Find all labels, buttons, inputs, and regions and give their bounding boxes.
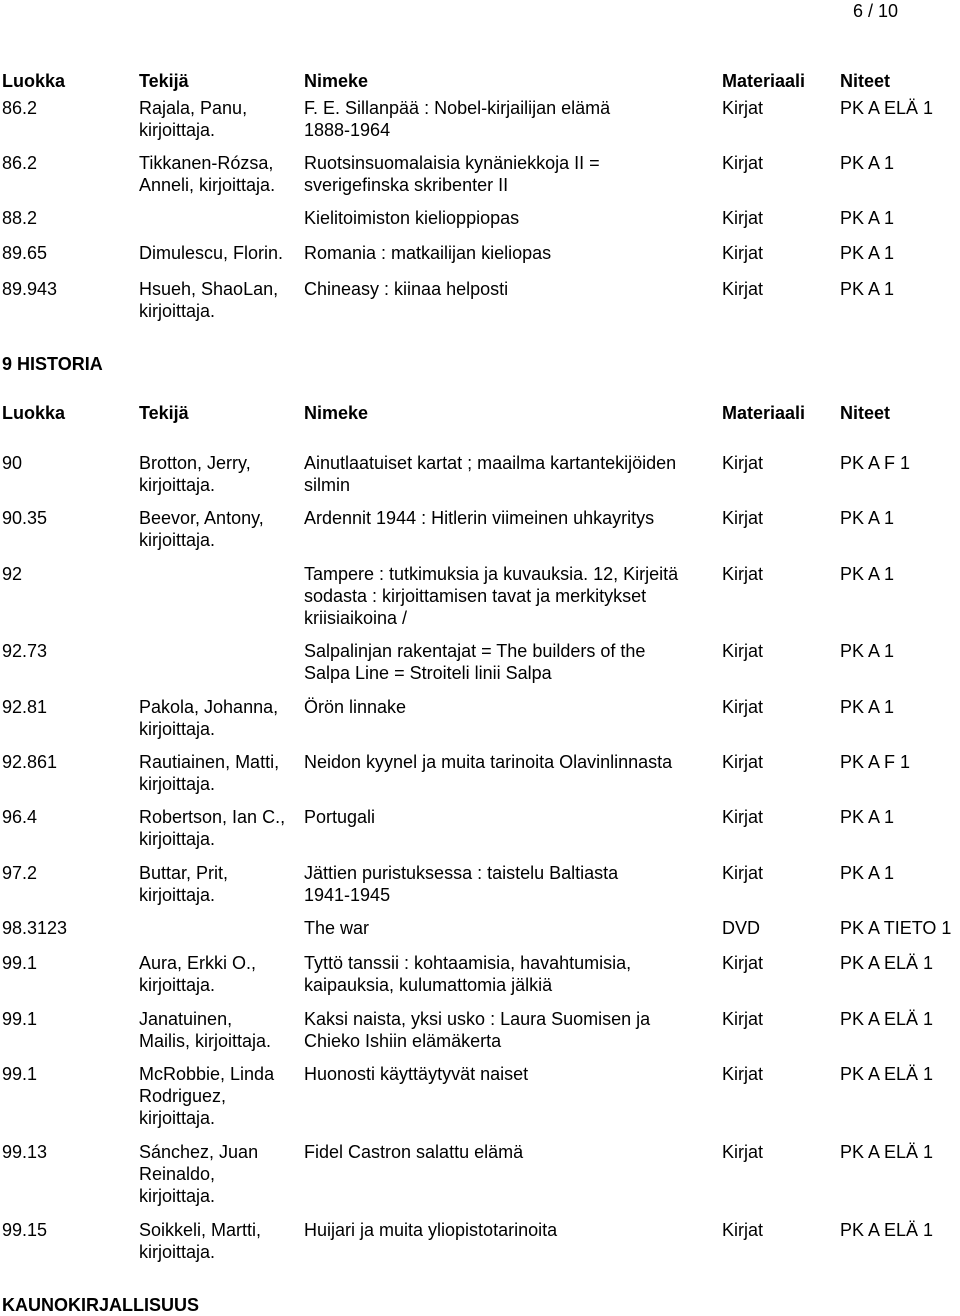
cell-tekija: Reinaldo,: [139, 1164, 216, 1184]
cell-materiaali: Kirjat: [722, 953, 764, 973]
cell-luokka: 89.65: [2, 243, 48, 263]
cell-tekija: Rajala, Panu,: [139, 98, 248, 118]
header-niteet: Niteet: [840, 403, 891, 423]
cell-tekija: Buttar, Prit,: [139, 863, 229, 883]
cell-tekija: kirjoittaja.: [139, 829, 216, 849]
cell-niteet: PK A ELÄ 1: [840, 1142, 934, 1162]
cell-tekija: Sánchez, Juan: [139, 1142, 259, 1162]
cell-niteet: PK A 1: [840, 697, 895, 717]
cell-nimeke: Chineasy : kiinaa helposti: [304, 279, 509, 299]
header-luokka: Luokka: [2, 403, 66, 423]
cell-nimeke: Jättien puristuksessa : taistelu Baltiasta: [304, 863, 619, 883]
cell-niteet: PK A 1: [840, 243, 895, 263]
cell-niteet: PK A ELÄ 1: [840, 1009, 934, 1029]
cell-materiaali: Kirjat: [722, 697, 764, 717]
section-title-kaunokirjallisuus: KAUNOKIRJALLISUUS: [2, 1295, 200, 1315]
cell-materiaali: Kirjat: [722, 1142, 764, 1162]
cell-luokka: 92.861: [2, 752, 58, 772]
cell-nimeke: Örön linnake: [304, 697, 407, 717]
cell-niteet: PK A 1: [840, 807, 895, 827]
cell-nimeke: Salpalinjan rakentajat = The builders of the: [304, 641, 646, 661]
cell-nimeke: Kaksi naista, yksi usko : Laura Suomisen ja: [304, 1009, 651, 1029]
header-tekija: Tekijä: [139, 403, 189, 423]
cell-materiaali: Kirjat: [722, 508, 764, 528]
cell-nimeke: Kielitoimiston kielioppiopas: [304, 208, 520, 228]
cell-niteet: PK A F 1: [840, 453, 911, 473]
cell-materiaali: Kirjat: [722, 807, 764, 827]
cell-niteet: PK A 1: [840, 863, 895, 883]
cell-materiaali: Kirjat: [722, 1220, 764, 1240]
cell-nimeke: sverigefinska skribenter II: [304, 175, 509, 195]
cell-nimeke: Tyttö tanssii : kohtaamisia, havahtumisia,: [304, 953, 632, 973]
cell-nimeke: Ruotsinsuomalaisia kynäniekkoja II =: [304, 153, 600, 173]
cell-tekija: Dimulescu, Florin.: [139, 243, 284, 263]
cell-niteet: PK A ELÄ 1: [840, 98, 934, 118]
cell-nimeke: Huijari ja muita yliopistotarinoita: [304, 1220, 558, 1240]
cell-nimeke: Fidel Castron salattu elämä: [304, 1142, 524, 1162]
cell-tekija: Rautiainen, Matti,: [139, 752, 280, 772]
header-luokka: Luokka: [2, 71, 66, 91]
cell-materiaali: Kirjat: [722, 1064, 764, 1084]
cell-luokka: 98.3123: [2, 918, 68, 938]
cell-luokka: 89.943: [2, 279, 58, 299]
cell-materiaali: Kirjat: [722, 564, 764, 584]
cell-materiaali: Kirjat: [722, 243, 764, 263]
cell-tekija: Robertson, Ian C.,: [139, 807, 286, 827]
cell-nimeke: Chieko Ishiin elämäkerta: [304, 1031, 502, 1051]
cell-tekija: Aura, Erkki O.,: [139, 953, 257, 973]
cell-tekija: Pakola, Johanna,: [139, 697, 279, 717]
cell-nimeke: Romania : matkailijan kieliopas: [304, 243, 552, 263]
cell-luokka: 88.2: [2, 208, 38, 228]
cell-nimeke: kaipauksia, kulumattomia jälkiä: [304, 975, 553, 995]
cell-tekija: kirjoittaja.: [139, 120, 216, 140]
header-niteet: Niteet: [840, 71, 891, 91]
cell-luokka: 97.2: [2, 863, 38, 883]
cell-luokka: 99.15: [2, 1220, 48, 1240]
cell-tekija: McRobbie, Linda: [139, 1064, 275, 1084]
cell-niteet: PK A 1: [840, 564, 895, 584]
cell-luokka: 86.2: [2, 98, 38, 118]
cell-tekija: Tikkanen-Rózsa,: [139, 153, 274, 173]
page-number: 6 / 10: [853, 1, 899, 21]
cell-tekija: kirjoittaja.: [139, 530, 216, 550]
cell-tekija: Rodriguez,: [139, 1086, 227, 1106]
cell-nimeke: Portugali: [304, 807, 376, 827]
cell-nimeke: Huonosti käyttäytyvät naiset: [304, 1064, 529, 1084]
cell-niteet: PK A ELÄ 1: [840, 953, 934, 973]
header-materiaali: Materiaali: [722, 403, 806, 423]
cell-niteet: PK A ELÄ 1: [840, 1220, 934, 1240]
cell-nimeke: Neidon kyynel ja muita tarinoita Olavinlinnasta: [304, 752, 673, 772]
cell-tekija: Hsueh, ShaoLan,: [139, 279, 279, 299]
cell-niteet: PK A 1: [840, 153, 895, 173]
cell-luokka: 90: [2, 453, 23, 473]
cell-tekija: Mailis, kirjoittaja.: [139, 1031, 272, 1051]
header-nimeke: Nimeke: [304, 403, 369, 423]
cell-luokka: 99.13: [2, 1142, 48, 1162]
header-tekija: Tekijä: [139, 71, 189, 91]
cell-materiaali: DVD: [722, 918, 761, 938]
cell-tekija: kirjoittaja.: [139, 1108, 216, 1128]
cell-nimeke: silmin: [304, 475, 351, 495]
cell-nimeke: kriisiaikoina /: [304, 608, 408, 628]
cell-tekija: kirjoittaja.: [139, 975, 216, 995]
cell-luokka: 96.4: [2, 807, 38, 827]
cell-nimeke: sodasta : kirjoittamisen tavat ja merkitykset: [304, 586, 647, 606]
cell-materiaali: Kirjat: [722, 863, 764, 883]
cell-luokka: 92.73: [2, 641, 48, 661]
cell-niteet: PK A 1: [840, 279, 895, 299]
cell-tekija: kirjoittaja.: [139, 1186, 216, 1206]
cell-niteet: PK A ELÄ 1: [840, 1064, 934, 1084]
header-nimeke: Nimeke: [304, 71, 369, 91]
cell-nimeke: Salpa Line = Stroiteli linii Salpa: [304, 663, 552, 683]
cell-luokka: 86.2: [2, 153, 38, 173]
cell-tekija: kirjoittaja.: [139, 301, 216, 321]
cell-tekija: kirjoittaja.: [139, 885, 216, 905]
cell-materiaali: Kirjat: [722, 153, 764, 173]
cell-nimeke: F. E. Sillanpää : Nobel-kirjailijan elämä: [304, 98, 611, 118]
cell-nimeke: The war: [304, 918, 370, 938]
cell-niteet: PK A TIETO 1: [840, 918, 952, 938]
cell-tekija: Soikkeli, Martti,: [139, 1220, 262, 1240]
cell-nimeke: 1888-1964: [304, 120, 391, 140]
cell-nimeke: Ainutlaatuiset kartat ; maailma kartantekijöiden: [304, 453, 677, 473]
cell-materiaali: Kirjat: [722, 453, 764, 473]
cell-materiaali: Kirjat: [722, 752, 764, 772]
cell-tekija: Beevor, Antony,: [139, 508, 264, 528]
header-materiaali: Materiaali: [722, 71, 806, 91]
cell-tekija: kirjoittaja.: [139, 774, 216, 794]
cell-materiaali: Kirjat: [722, 641, 764, 661]
cell-tekija: kirjoittaja.: [139, 475, 216, 495]
section-title-historia: 9 HISTORIA: [2, 354, 103, 374]
cell-materiaali: Kirjat: [722, 1009, 764, 1029]
cell-tekija: kirjoittaja.: [139, 719, 216, 739]
cell-niteet: PK A 1: [840, 641, 895, 661]
cell-nimeke: Tampere : tutkimuksia ja kuvauksia. 12, Kirjeitä: [304, 564, 679, 584]
cell-tekija: Janatuinen,: [139, 1009, 233, 1029]
cell-tekija: Anneli, kirjoittaja.: [139, 175, 276, 195]
cell-nimeke: 1941-1945: [304, 885, 391, 905]
cell-luokka: 92.81: [2, 697, 48, 717]
cell-niteet: PK A F 1: [840, 752, 911, 772]
cell-tekija: kirjoittaja.: [139, 1242, 216, 1262]
cell-materiaali: Kirjat: [722, 279, 764, 299]
cell-tekija: Brotton, Jerry,: [139, 453, 251, 473]
cell-niteet: PK A 1: [840, 508, 895, 528]
cell-nimeke: Ardennit 1944 : Hitlerin viimeinen uhkayritys: [304, 508, 655, 528]
cell-materiaali: Kirjat: [722, 98, 764, 118]
cell-luokka: 90.35: [2, 508, 48, 528]
cell-luokka: 99.1: [2, 953, 38, 973]
cell-niteet: PK A 1: [840, 208, 895, 228]
cell-materiaali: Kirjat: [722, 208, 764, 228]
cell-luokka: 99.1: [2, 1009, 38, 1029]
cell-luokka: 99.1: [2, 1064, 38, 1084]
cell-luokka: 92: [2, 564, 23, 584]
